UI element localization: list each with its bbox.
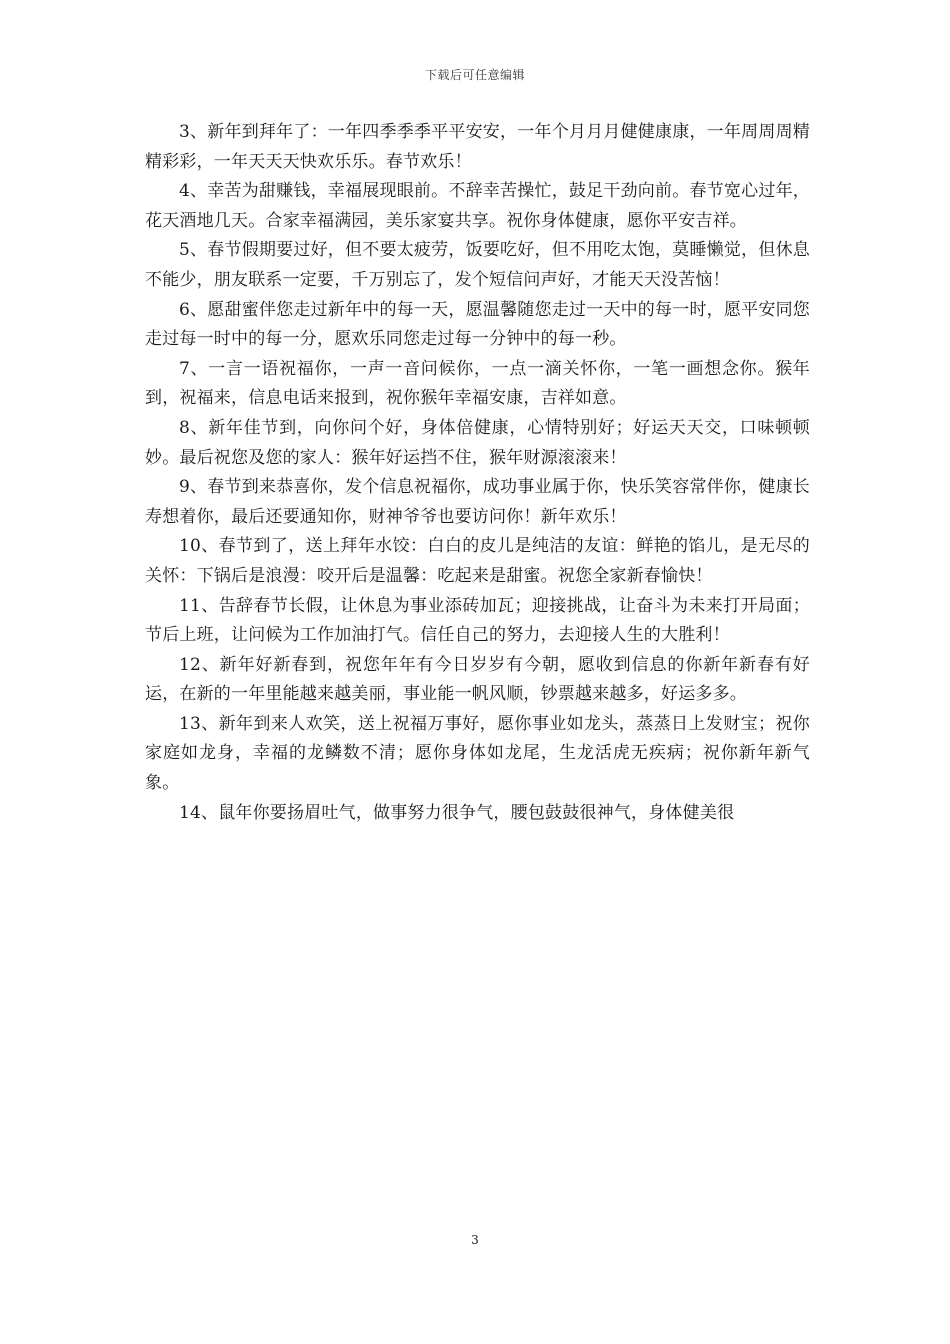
page-header: 下载后可任意编辑 [424,68,525,82]
paragraph: 11、告辞春节长假，让休息为事业添砖加瓦；迎接挑战，让奋斗为未来打开局面；节后上班，让问候为工作加油打气。信任自己的努力，去迎接人生的大胜利！ [145,595,810,646]
paragraph: 14、鼠年你要扬眉吐气，做事努力很争气，腰包鼓鼓很神气，身体健美很 [179,802,735,823]
page-content [145,118,810,828]
paragraph: 5、春节假期要过好，但不要太疲劳，饭要吃好，但不用吃太饱，莫睡懒觉，但休息不能少，朋友联系一定要，千万别忘了，发个短信问声好，才能天天没苦恼！ [145,240,810,290]
paragraph: 10、春节到了，送上拜年水饺：白白的皮儿是纯洁的友谊：鲜艳的馅儿，是无尽的关怀：下锅后是浪漫：咬开后是温馨：吃起来是甜蜜。祝您全家新春愉快！ [145,536,810,586]
paragraph: 9、春节到来恭喜你，发个信息祝福你，成功事业属于你，快乐笑容常伴你，健康长寿想着你，最后还要通知你，财神爷爷也要访问你！新年欢乐！ [145,477,810,527]
paragraph: 6、愿甜蜜伴您走过新年中的每一天，愿温馨随您走过一天中的每一时，愿平安同您走过每一时中的每一分，愿欢乐同您走过每一分钟中的每一秒。 [145,299,810,350]
paragraph: 7、一言一语祝福你，一声一音问候你，一点一滴关怀你，一笔一画想念你。猴年到，祝福来，信息电话来报到，祝你猴年幸福安康，吉祥如意。 [145,358,810,409]
paragraph: 12、新年好新春到，祝您年年有今日岁岁有今朝，愿收到信息的你新年新春有好运，在新的一年里能越来越美丽，事业能一帆风顺，钞票越来越多，好运多多。 [145,654,810,705]
paragraph: 3、新年到拜年了：一年四季季季平平安安，一年个月月月健健康康，一年周周周精精彩彩，一年天天天快欢乐乐。春节欢乐！ [145,122,810,172]
paragraph: 13、新年到来人欢笑，送上祝福万事好，愿你事业如龙头，蒸蒸日上发财宝；祝你家庭如龙身，幸福的龙鳞数不清；愿你身体如龙尾，生龙活虎无疾病；祝你新年新气象。 [145,713,810,794]
paragraph: 4、幸苦为甜赚钱，幸福展现眼前。不辞幸苦操忙，鼓足干劲向前。春节宽心过年，花天酒地几天。合家幸福满园，美乐家宴共享。祝你身体健康，愿你平安吉祥。 [145,181,810,231]
paragraph: 8、新年佳节到，向你问个好，身体倍健康，心情特别好；好运天天交，口味顿顿妙。最后祝您及您的家人：猴年好运挡不住，猴年财源滚滚来！ [145,417,810,468]
page-number: 3 [471,1233,479,1247]
